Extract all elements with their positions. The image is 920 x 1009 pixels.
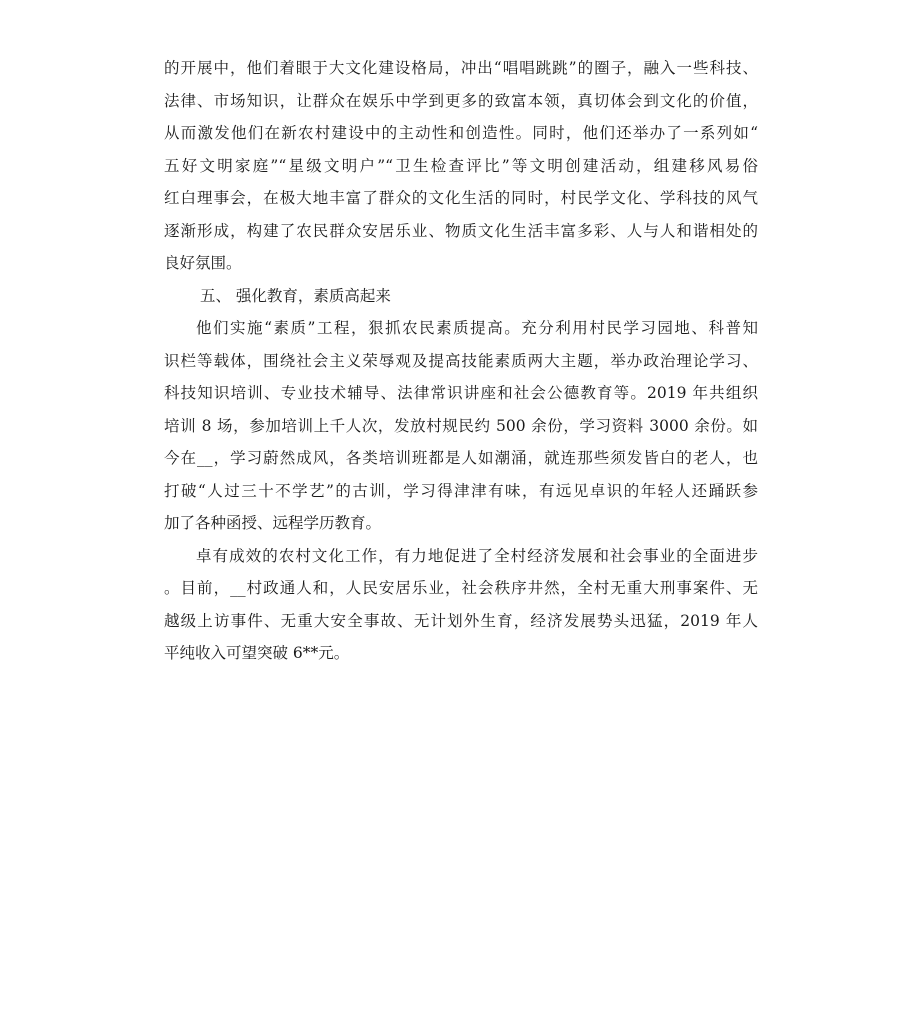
paragraph-results (164, 540, 758, 670)
paragraph-education (164, 312, 758, 540)
text-line: 五好文明家庭”“星级文明户”“卫生检查评比”等文明创建活动，组建移风易俗 (164, 156, 758, 175)
text-line: 识栏等载体，围绕社会主义荣辱观及提高技能素质两大主题，举办政治理论学习、 (164, 351, 758, 370)
text-line: 科技知识培训、专业技术辅导、法律常识讲座和社会公德教育等。2019 年共组织 (164, 384, 758, 402)
text-line: 法律、市场知识，让群众在娱乐中学到更多的致富本领，真切体会到文化的价值， (164, 91, 758, 110)
text-line: 他们实施“素质”工程，狠抓农民素质提高。充分利用村民学习园地、科普知 (196, 319, 758, 337)
text-line: 今在__，学习蔚然成风，各类培训班都是人如潮涌，就连那些须发皆白的老人，也 (164, 449, 758, 467)
text-line: 良好氛围。 (164, 254, 242, 272)
paragraph-culture-activities (164, 52, 758, 280)
text-line: 的开展中，他们着眼于大文化建设格局，冲出“唱唱跳跳”的圈子，融入一些科技、 (164, 59, 758, 77)
text-line: 打破“人过三十不学艺”的古训，学习得津津有味，有远见卓识的年轻人还踊跃参 (164, 481, 758, 500)
document-page (164, 52, 758, 670)
text-line: 越级上访事件、无重大安全事故、无计划外生育，经济发展势头迅猛，2019 年人 (164, 611, 758, 630)
text-line: 卓有成效的农村文化工作，有力地促进了全村经济发展和社会事业的全面进步 (196, 546, 758, 565)
section-heading: 五、 强化教育，素质高起来 (200, 286, 391, 305)
text-line: 。目前，__村政通人和，人民安居乐业，社会秩序井然，全村无重大刑事案件、无 (164, 579, 758, 597)
text-line: 逐渐形成，构建了农民群众安居乐业、物质文化生活丰富多彩、人与人和谐相处的 (164, 221, 758, 240)
text-line: 红白理事会，在极大地丰富了群众的文化生活的同时，村民学文化、学科技的风气 (164, 189, 758, 207)
text-line: 加了各种函授、远程学历教育。 (164, 514, 382, 532)
text-line: 平纯收入可望突破 6**元。 (164, 644, 350, 662)
text-line: 从而激发他们在新农村建设中的主动性和创造性。同时，他们还举办了一系列如“ (164, 124, 758, 142)
text-line: 培训 8 场，参加培训上千人次，发放村规民约 500 余份，学习资料 3000 余份。如 (164, 416, 758, 435)
